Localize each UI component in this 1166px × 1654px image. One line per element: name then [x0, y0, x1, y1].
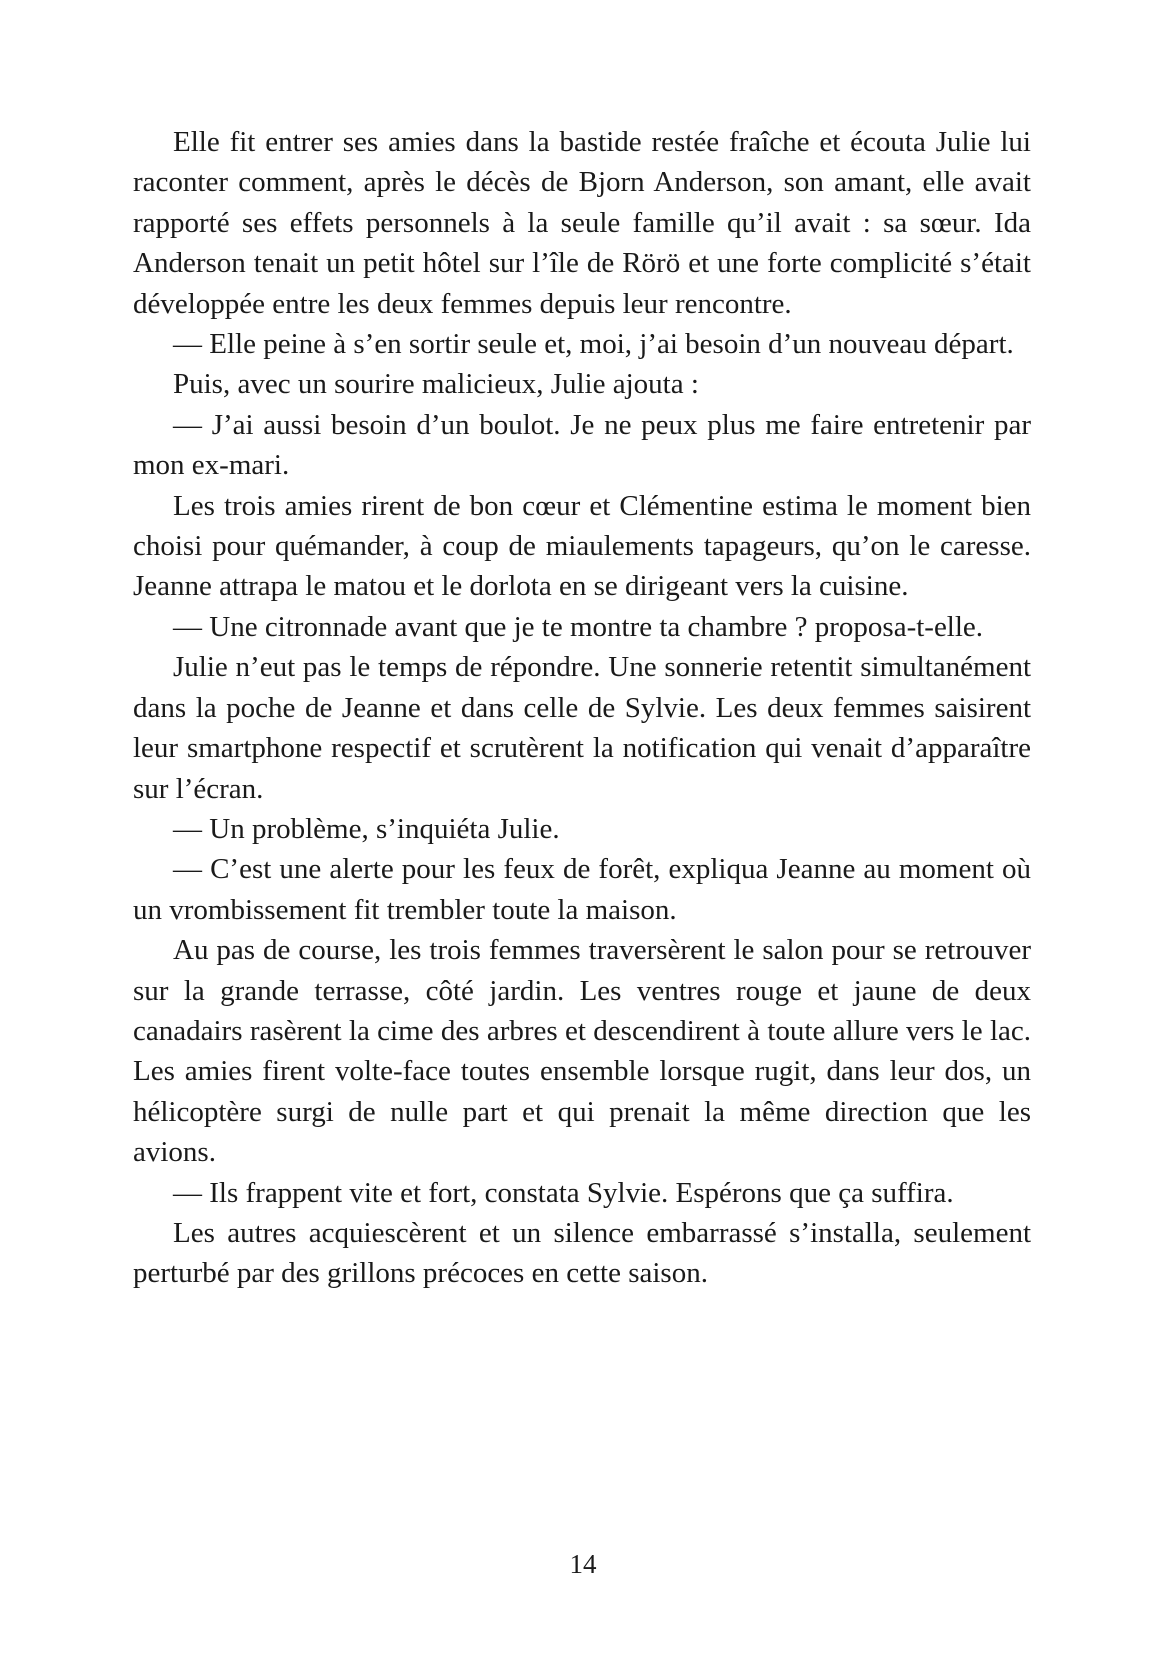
- paragraph: Elle fit entrer ses amies dans la bastide restée fraîche et écouta Julie lui raconter comment, après le décès de Bjorn Anderson, son amant, elle avait rapporté ses effets personnels à la seule famille qu’il avait : sa sœur. Ida Anderson tenait un petit hôtel sur l’île de Rörö et une forte complicité s’était développée entre les deux femmes depuis leur rencontre.: [133, 126, 1031, 320]
- paragraph: — C’est une alerte pour les feux de forêt, expliqua Jeanne au moment où un vrombissement fit trembler toute la maison.: [133, 853, 1031, 926]
- paragraph: Les autres acquiescèrent et un silence embarrassé s’installa, seulement perturbé par des grillons précoces en cette saison.: [133, 1216, 1031, 1290]
- paragraph: — Elle peine à s’en sortir seule et, moi, j’ai besoin d’un nouveau départ.: [173, 328, 1014, 361]
- paragraph: Puis, avec un sourire malicieux, Julie ajouta :: [173, 368, 699, 401]
- paragraph: — J’ai aussi besoin d’un boulot. Je ne peux plus me faire entretenir par mon ex-mari.: [133, 408, 1031, 482]
- paragraph: — Un problème, s’inquiéta Julie.: [173, 812, 560, 845]
- paragraph: — Ils frappent vite et fort, constata Sylvie. Espérons que ça suffira.: [173, 1176, 954, 1209]
- page-body: [133, 122, 1031, 1294]
- paragraph: — Une citronnade avant que je te montre ta chambre ? proposa-t-elle.: [173, 610, 984, 643]
- paragraph: Au pas de course, les trois femmes traversèrent le salon pour se retrouver sur la grande terrasse, côté jardin. Les ventres rouge et jaune de deux canadairs rasèrent la cime des arbres et descendirent à toute allure vers le lac. Les amies firent volte-face toutes ensemble lorsque rugit, dans leur dos, un hélicoptère surgi de nulle part et qui prenait la même direction que les avions.: [133, 934, 1031, 1169]
- paragraph: Julie n’eut pas le temps de répondre. Une sonnerie retentit simultanément dans la poche de Jeanne et dans celle de Sylvie. Les deux femmes saisirent leur smartphone respectif et scrutèrent la notification qui venait d’apparaître sur l’écran.: [133, 651, 1031, 805]
- page-number: 14: [569, 1549, 597, 1579]
- paragraph: Les trois amies rirent de bon cœur et Clémentine estima le moment bien choisi pour quémander, à coup de miaulements tapageurs, qu’on le caresse. Jeanne attrapa le matou et le dorlota en se dirigeant vers la cuisine.: [133, 489, 1031, 603]
